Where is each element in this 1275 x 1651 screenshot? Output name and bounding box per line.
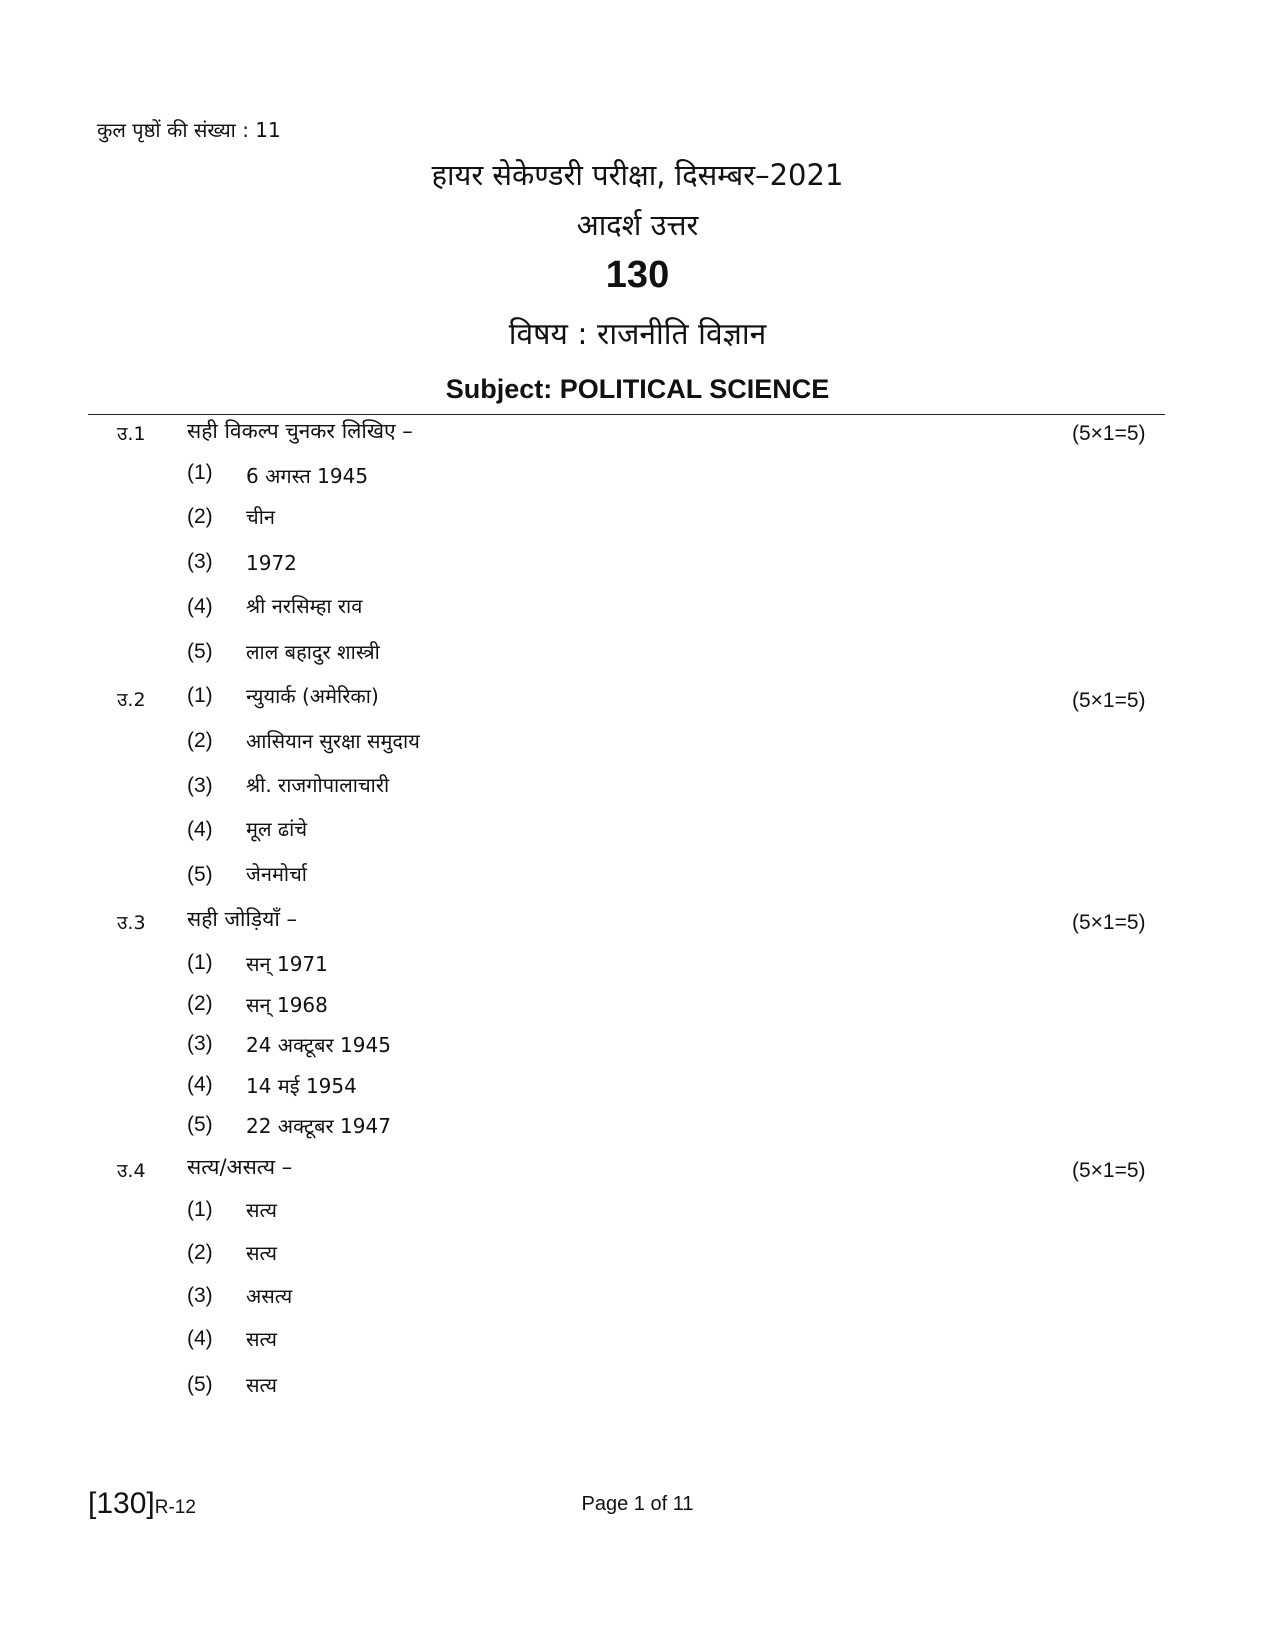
answer-text: सन् 1968 — [246, 993, 328, 1017]
answer-number: (2) — [187, 992, 213, 1015]
footer-code-main: [130] — [88, 1487, 155, 1520]
answer-text: 1972 — [246, 551, 297, 575]
answer-text: 22 अक्टूबर 1947 — [246, 1114, 391, 1138]
answer-number: (3) — [187, 550, 213, 573]
marks-label: (5×1=5) — [1072, 689, 1146, 712]
answer-text: सत्य — [246, 1327, 277, 1351]
section-heading: सही जोड़ियाँ – — [187, 907, 297, 931]
section-label: उ.1 — [117, 423, 146, 445]
answer-text: न्युयार्क (अमेरिका) — [246, 684, 379, 708]
answer-number: (5) — [187, 1373, 213, 1396]
marks-label: (5×1=5) — [1072, 911, 1146, 934]
subject-hindi: विषय : राजनीति विज्ञान — [508, 317, 767, 352]
answer-text: लाल बहादुर शास्त्री — [246, 640, 380, 664]
section-label: उ.2 — [117, 689, 146, 711]
marks-label: (5×1=5) — [1072, 422, 1146, 445]
answer-text: सत्य — [246, 1241, 277, 1265]
answer-number: (4) — [187, 1327, 213, 1350]
exam-title: हायर सेकेण्डरी परीक्षा, दिसम्बर–2021 — [431, 158, 844, 192]
marks-label: (5×1=5) — [1072, 1159, 1146, 1182]
answer-text: 14 मई 1954 — [246, 1074, 357, 1098]
section-heading: सही विकल्प चुनकर लिखिए – — [187, 419, 413, 443]
answer-text: सन् 1971 — [246, 952, 328, 976]
answer-text: असत्य — [246, 1284, 293, 1308]
answer-text: 6 अगस्त 1945 — [246, 464, 369, 488]
answer-number: (3) — [187, 1284, 213, 1307]
answer-number: (3) — [187, 1032, 213, 1055]
section-label: उ.3 — [117, 912, 146, 934]
page-count: कुल पृष्ठों की संख्या : 11 — [97, 118, 281, 142]
answer-number: (2) — [187, 729, 213, 752]
answer-text: जेनमोर्चा — [246, 862, 307, 886]
answer-text: आसियान सुरक्षा समुदाय — [246, 729, 420, 753]
section-label: उ.4 — [117, 1160, 146, 1182]
answer-number: (1) — [187, 1198, 213, 1221]
answer-number: (1) — [187, 461, 213, 484]
answer-text: 24 अक्टूबर 1945 — [246, 1033, 391, 1057]
answer-number: (4) — [187, 595, 213, 618]
answer-text: सत्य — [246, 1198, 277, 1222]
answer-number: (5) — [187, 640, 213, 663]
answer-number: (3) — [187, 774, 213, 797]
answer-number: (4) — [187, 818, 213, 841]
paper-code: 130 — [605, 254, 670, 296]
answer-text: श्री नरसिम्हा राव — [246, 594, 363, 618]
answer-number: (2) — [187, 505, 213, 528]
header-divider — [88, 414, 1165, 415]
answer-number: (1) — [187, 684, 213, 707]
page-number: Page 1 of 11 — [581, 1493, 694, 1515]
answer-number: (2) — [187, 1241, 213, 1264]
answer-number: (1) — [187, 951, 213, 974]
answer-number: (5) — [187, 863, 213, 886]
answer-text: मूल ढांचे — [246, 817, 308, 841]
answer-text: चीन — [246, 505, 275, 529]
answer-text: श्री. राजगोपालाचारी — [246, 773, 390, 797]
subject-english: Subject: POLITICAL SCIENCE — [445, 374, 830, 404]
model-answer-title: आदर्श उत्तर — [576, 208, 699, 242]
section-heading: सत्य/असत्य – — [187, 1155, 293, 1179]
footer-code-suffix: R-12 — [154, 1497, 196, 1518]
answer-number: (5) — [187, 1113, 213, 1136]
answer-text: सत्य — [246, 1373, 277, 1397]
answer-number: (4) — [187, 1073, 213, 1096]
